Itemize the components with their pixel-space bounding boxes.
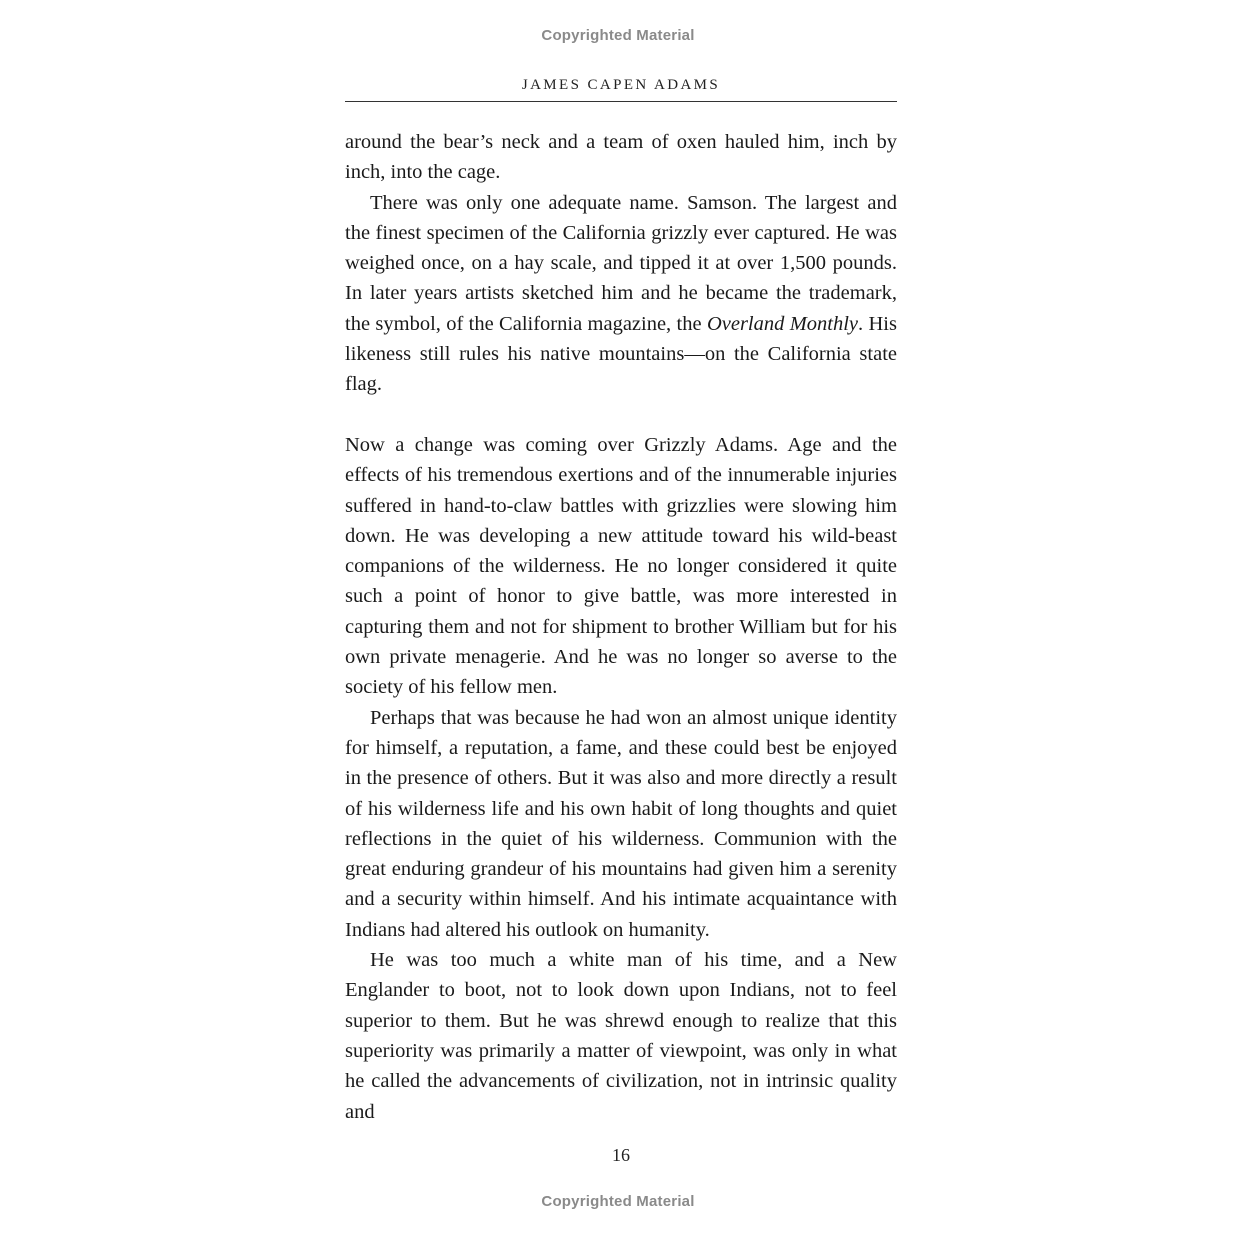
paragraph: Perhaps that was because he had won an almost unique identity for himself, a reputation, a fame, and these could best be enjoyed in the presence of others. But it was also and more directly a result of his wilderness life and his own habit of long thoughts and quiet reflections in the quiet of his wilderness. Communion with the great enduring grandeur of his mountains had given him a serenity and a security within himself. And his intimate acquaintance with Indians had altered his outlook on humanity. <box>345 706 897 941</box>
body-text <box>345 127 897 1127</box>
paragraph-section-start: Now a change was coming over Grizzly Adams. Age and the effects of his tremendous exertions and of the innumerable injuries suffered in hand-to-claw battles with grizzlies were slowing him down. He was developing a new attitude toward his wild-beast companions of the wilderness. He no longer considered it quite such a point of honor to give battle, was more interested in capturing them and not for shipment to brother William but for his own private menagerie. And he was no longer so averse to the society of his fellow men. <box>345 433 897 699</box>
copyright-watermark-top: Copyrighted Material <box>541 27 695 44</box>
running-head: JAMES CAPEN ADAMS <box>521 77 721 93</box>
paragraph: He was too much a white man of his time, and a New Englander to boot, not to look down upon Indians, not to feel superior to them. But he was shrewd enough to realize that this superiority was primarily a matter of viewpoint, was only in what he called the advancements of civilization, not in intrinsic quality and <box>345 949 897 1123</box>
paragraph-continuation: around the bear’s neck and a team of oxen hauled him, inch by inch, into the cage. <box>345 131 897 184</box>
paragraph-text: . His likeness still rules his native mountains—on the California state flag. <box>345 312 897 396</box>
copyright-watermark-bottom: Copyrighted Material <box>541 1193 695 1210</box>
magazine-title: Overland Monthly <box>706 312 859 335</box>
header-rule <box>345 101 897 102</box>
page-number: 16 <box>612 1145 630 1165</box>
paragraph-samson <box>345 188 897 400</box>
paragraph-text: There was only one adequate name. Samson. The largest and the finest specimen of the California grizzly ever captured. He was weighed once, on a hay scale, and tipped it at over 1,500 pounds. In later years artists sketched him and he became the trademark, the symbol, of the California magazine, the <box>345 191 897 335</box>
